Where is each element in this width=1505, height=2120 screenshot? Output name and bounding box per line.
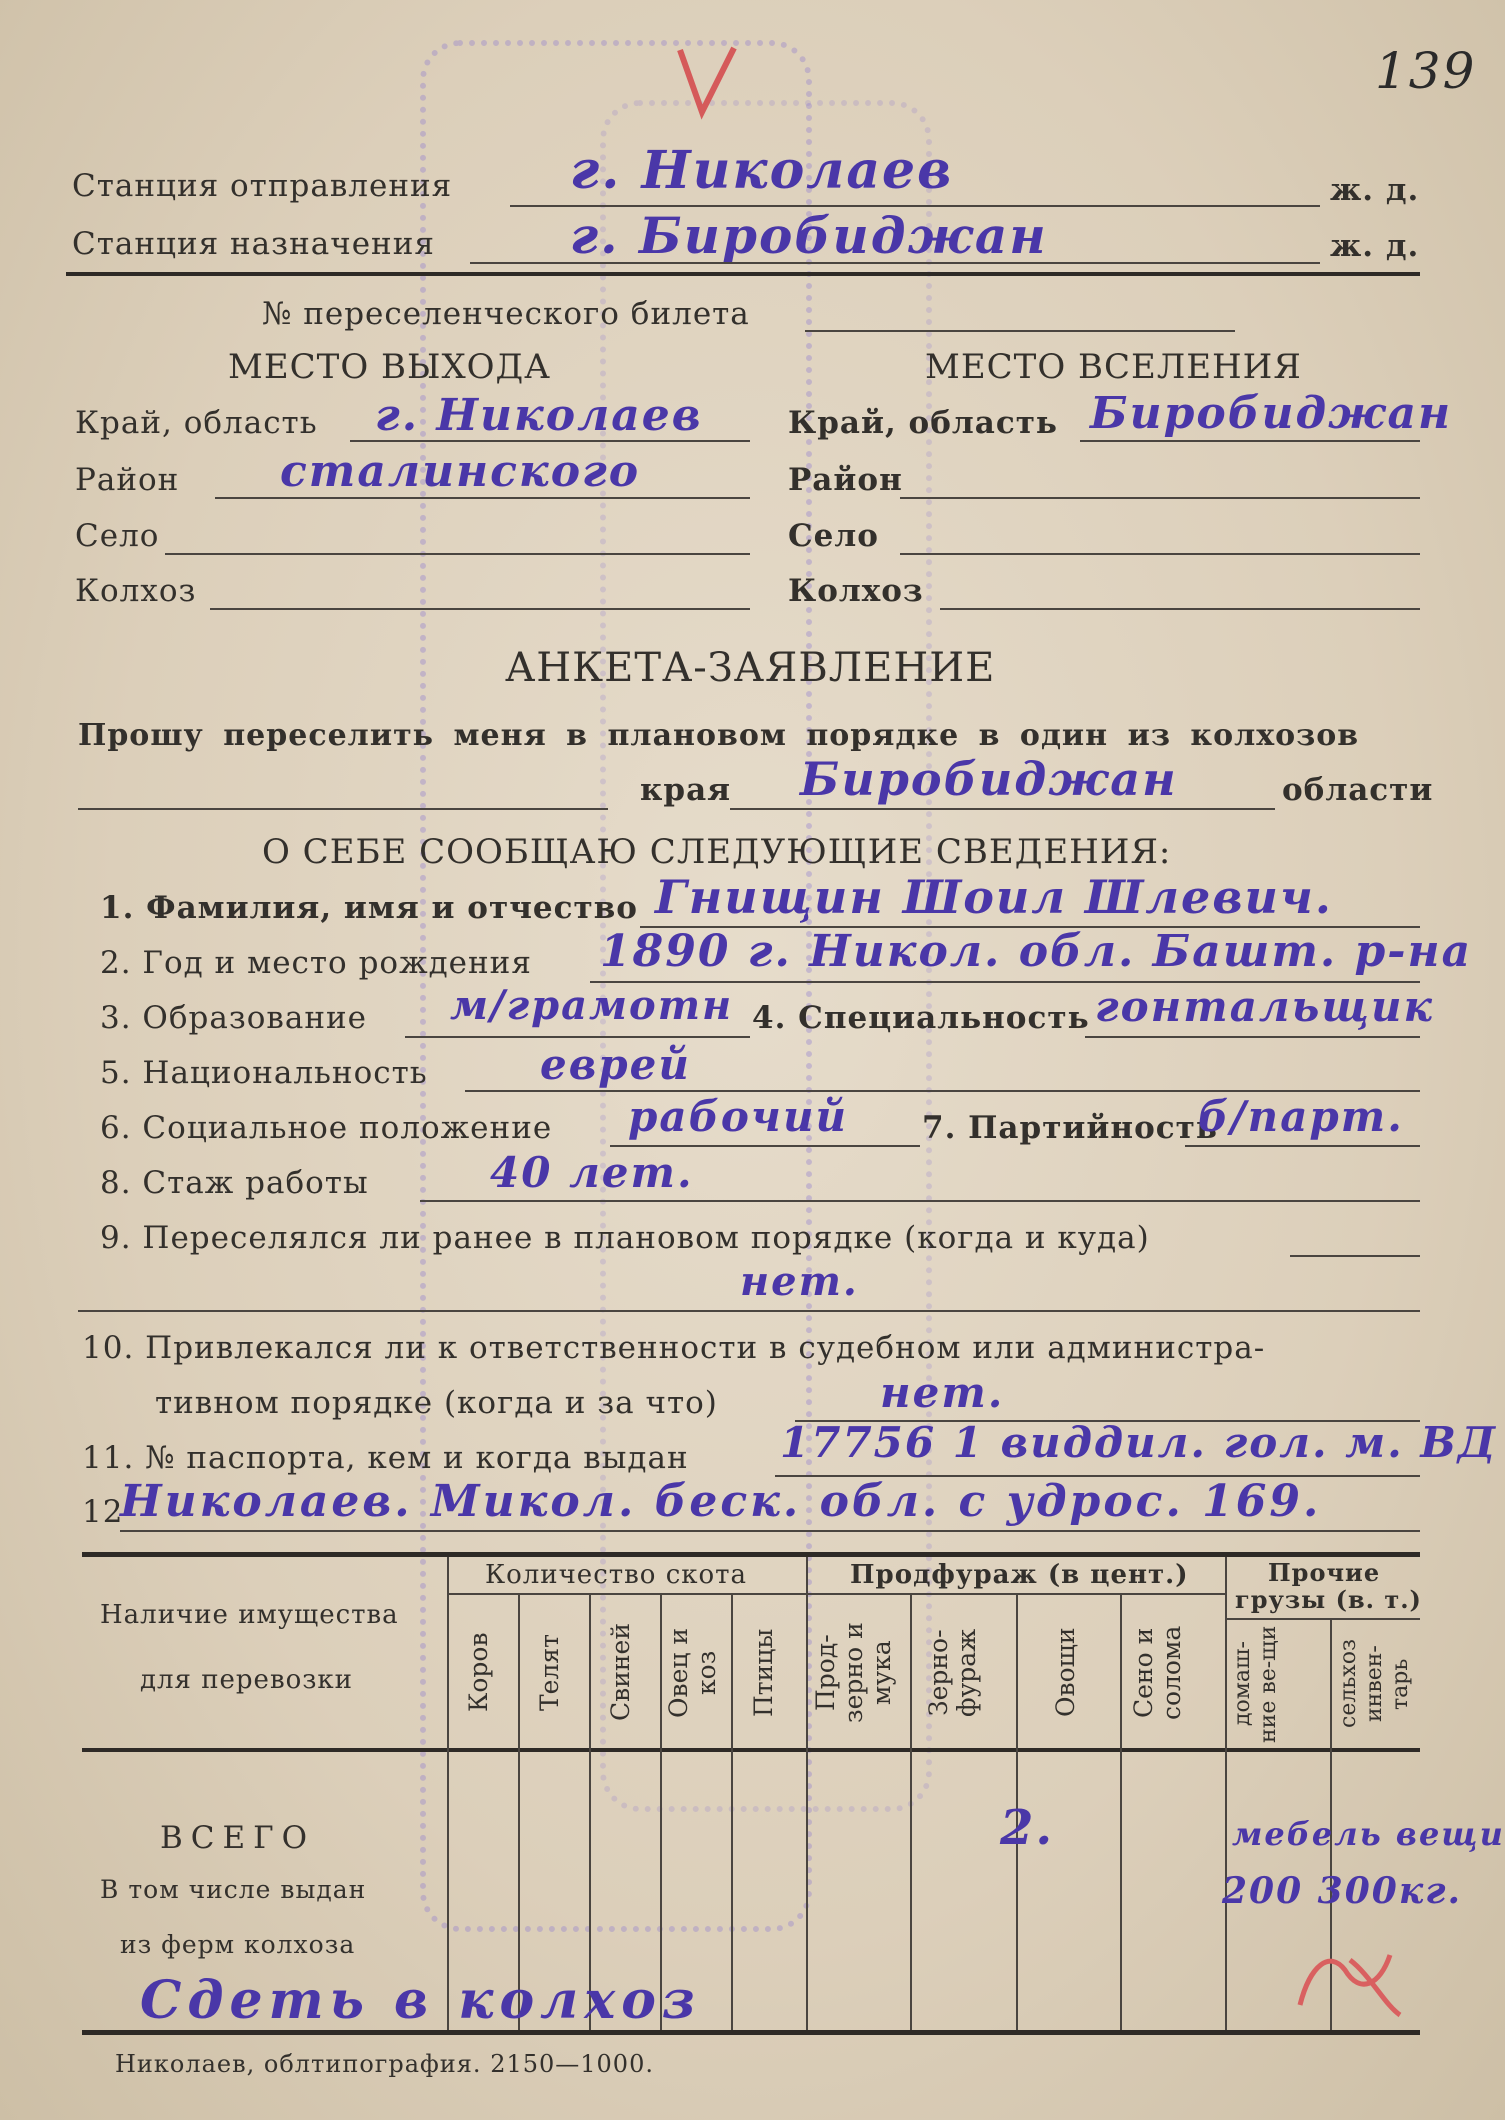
col-header-pigs: Свиней bbox=[606, 1623, 635, 1722]
departure-rail-suffix: ж. д. bbox=[1330, 172, 1420, 208]
request-kraya: края bbox=[640, 772, 732, 808]
page-number: 139 bbox=[1375, 42, 1477, 100]
vegetables-total-value: 2. bbox=[1000, 1800, 1055, 1856]
field-8-value: 40 лет. bbox=[490, 1148, 694, 1197]
about-heading: О СЕБЕ СООБЩАЮ СЛЕДУЮЩИЕ СВЕДЕНИЯ: bbox=[262, 832, 1172, 872]
field-7-value: б/парт. bbox=[1198, 1092, 1404, 1141]
ticket-label: № переселенческого билета bbox=[262, 296, 750, 332]
origin-district-label: Район bbox=[75, 462, 180, 498]
col-header-household: домаш-ние ве-щи bbox=[1230, 1625, 1281, 1743]
departure-label: Станция отправления bbox=[72, 168, 453, 204]
table-issued-label-2: из ферм колхоза bbox=[120, 1930, 356, 1959]
household-value-2: 200 300кг. bbox=[1222, 1870, 1462, 1912]
field-6-label: 6. Социальное положение bbox=[100, 1110, 553, 1146]
field-9-value: нет. bbox=[740, 1258, 859, 1305]
field-3-value: м/грамотн bbox=[450, 982, 734, 1029]
field-4-value: гонтальщик bbox=[1095, 982, 1434, 1031]
col-header-vegetables: Овощи bbox=[1051, 1627, 1080, 1718]
origin-village-label: Село bbox=[75, 518, 160, 554]
col-header-birds: Птицы bbox=[749, 1628, 778, 1717]
handwritten-note: Сдеть в колхоз bbox=[140, 1970, 702, 2031]
divider bbox=[66, 272, 1420, 276]
col-header-cows: Коров bbox=[464, 1632, 493, 1713]
origin-region-label: Край, область bbox=[75, 405, 318, 441]
field-12-value: Николаев. Микол. беск. обл. с удрос. 169. bbox=[120, 1476, 1322, 1527]
field-1-label: 1. Фамилия, имя и отчество bbox=[100, 890, 638, 926]
field-12-label: 12 bbox=[82, 1494, 124, 1530]
col-header-calves: Телят bbox=[535, 1634, 564, 1711]
col-header-hay: Сено и солома bbox=[1129, 1625, 1186, 1720]
field-8-label: 8. Стаж работы bbox=[100, 1165, 369, 1201]
table-header-border bbox=[82, 1748, 1420, 1752]
field-3-label: 3. Образование bbox=[100, 1000, 368, 1036]
table-group-livestock: Количество скота bbox=[485, 1560, 748, 1590]
field-4-label: 4. Специальность bbox=[752, 1000, 1090, 1036]
origin-region-value: г. Николаев bbox=[375, 390, 703, 441]
settlement-village-label: Село bbox=[788, 518, 879, 554]
settlement-region-label: Край, область bbox=[788, 405, 1058, 441]
destination-rail-suffix: ж. д. bbox=[1330, 228, 1420, 264]
field-6-value: рабочий bbox=[628, 1092, 849, 1141]
form-title: АНКЕТА-ЗАЯВЛЕНИЕ bbox=[505, 645, 996, 691]
field-9-label: 9. Переселялся ли ранее в плановом порядке (когда и куда) bbox=[100, 1220, 1150, 1256]
request-oblast-value: Биробиджан bbox=[800, 752, 1178, 806]
field-1-value: Гнищин Шоил Шлевич. bbox=[655, 870, 1333, 924]
table-group-other-1: Прочие bbox=[1268, 1558, 1381, 1587]
origin-heading: МЕСТО ВЫХОДА bbox=[228, 347, 551, 387]
request-line: Прошу переселить меня в плановом порядке в один из колхозов bbox=[78, 718, 1360, 753]
field-11-label: 11. № паспорта, кем и когда выдан bbox=[82, 1440, 689, 1476]
field-5-label: 5. Национальность bbox=[100, 1055, 428, 1091]
red-mark-icon bbox=[1290, 1935, 1410, 2025]
field-10-value: нет. bbox=[880, 1368, 1005, 1417]
field-2-value: 1890 г. Никол. обл. Башт. р-на bbox=[600, 926, 1473, 977]
request-oblasti: области bbox=[1282, 772, 1434, 808]
table-row-header-2: для перевозки bbox=[140, 1665, 353, 1695]
field-2-label: 2. Год и место рождения bbox=[100, 945, 532, 981]
origin-district-value: сталинского bbox=[280, 446, 641, 497]
col-header-inventory: сельхоз инвен-тарь bbox=[1336, 1639, 1413, 1729]
settlement-region-value: Биробиджан bbox=[1090, 388, 1453, 439]
household-value-1: мебель вещи bbox=[1232, 1815, 1505, 1853]
origin-kolkhoz-label: Колхоз bbox=[75, 573, 197, 609]
table-group-fodder: Продфураж (в цент.) bbox=[850, 1560, 1189, 1590]
field-10-label-1: 10. Привлекался ли к ответственности в судебном или администра- bbox=[82, 1330, 1266, 1366]
settlement-district-label: Район bbox=[788, 462, 903, 498]
table-issued-label-1: В том числе выдан bbox=[100, 1875, 367, 1904]
table-row-header-1: Наличие имущества bbox=[100, 1600, 399, 1630]
col-header-grainfodder: Зерно-фураж bbox=[924, 1628, 981, 1717]
field-5-value: еврей bbox=[540, 1040, 691, 1089]
table-group-other-2: грузы (в. т.) bbox=[1235, 1585, 1422, 1614]
settlement-kolkhoz-label: Колхоз bbox=[788, 573, 924, 609]
settlement-heading: МЕСТО ВСЕЛЕНИЯ bbox=[925, 347, 1302, 387]
field-7-label: 7. Партийность bbox=[922, 1110, 1218, 1146]
destination-value: г. Биробиджан bbox=[570, 206, 1048, 265]
table-top-border bbox=[82, 1552, 1420, 1557]
destination-label: Станция назначения bbox=[72, 226, 435, 262]
printer-line: Николаев, облтипография. 2150—1000. bbox=[115, 2050, 654, 2078]
table-total-label: ВСЕГО bbox=[160, 1820, 316, 1856]
field-11-value: 17756 1 виддил. гол. м. ВД bbox=[780, 1418, 1498, 1467]
departure-value: г. Николаев bbox=[570, 140, 954, 201]
field-10-label-2: тивном порядке (когда и за что) bbox=[155, 1385, 718, 1421]
check-mark-icon bbox=[672, 42, 742, 122]
col-header-grain: Прод-зерно и мука bbox=[811, 1622, 896, 1723]
col-header-sheep: Овец и коз bbox=[664, 1627, 721, 1718]
